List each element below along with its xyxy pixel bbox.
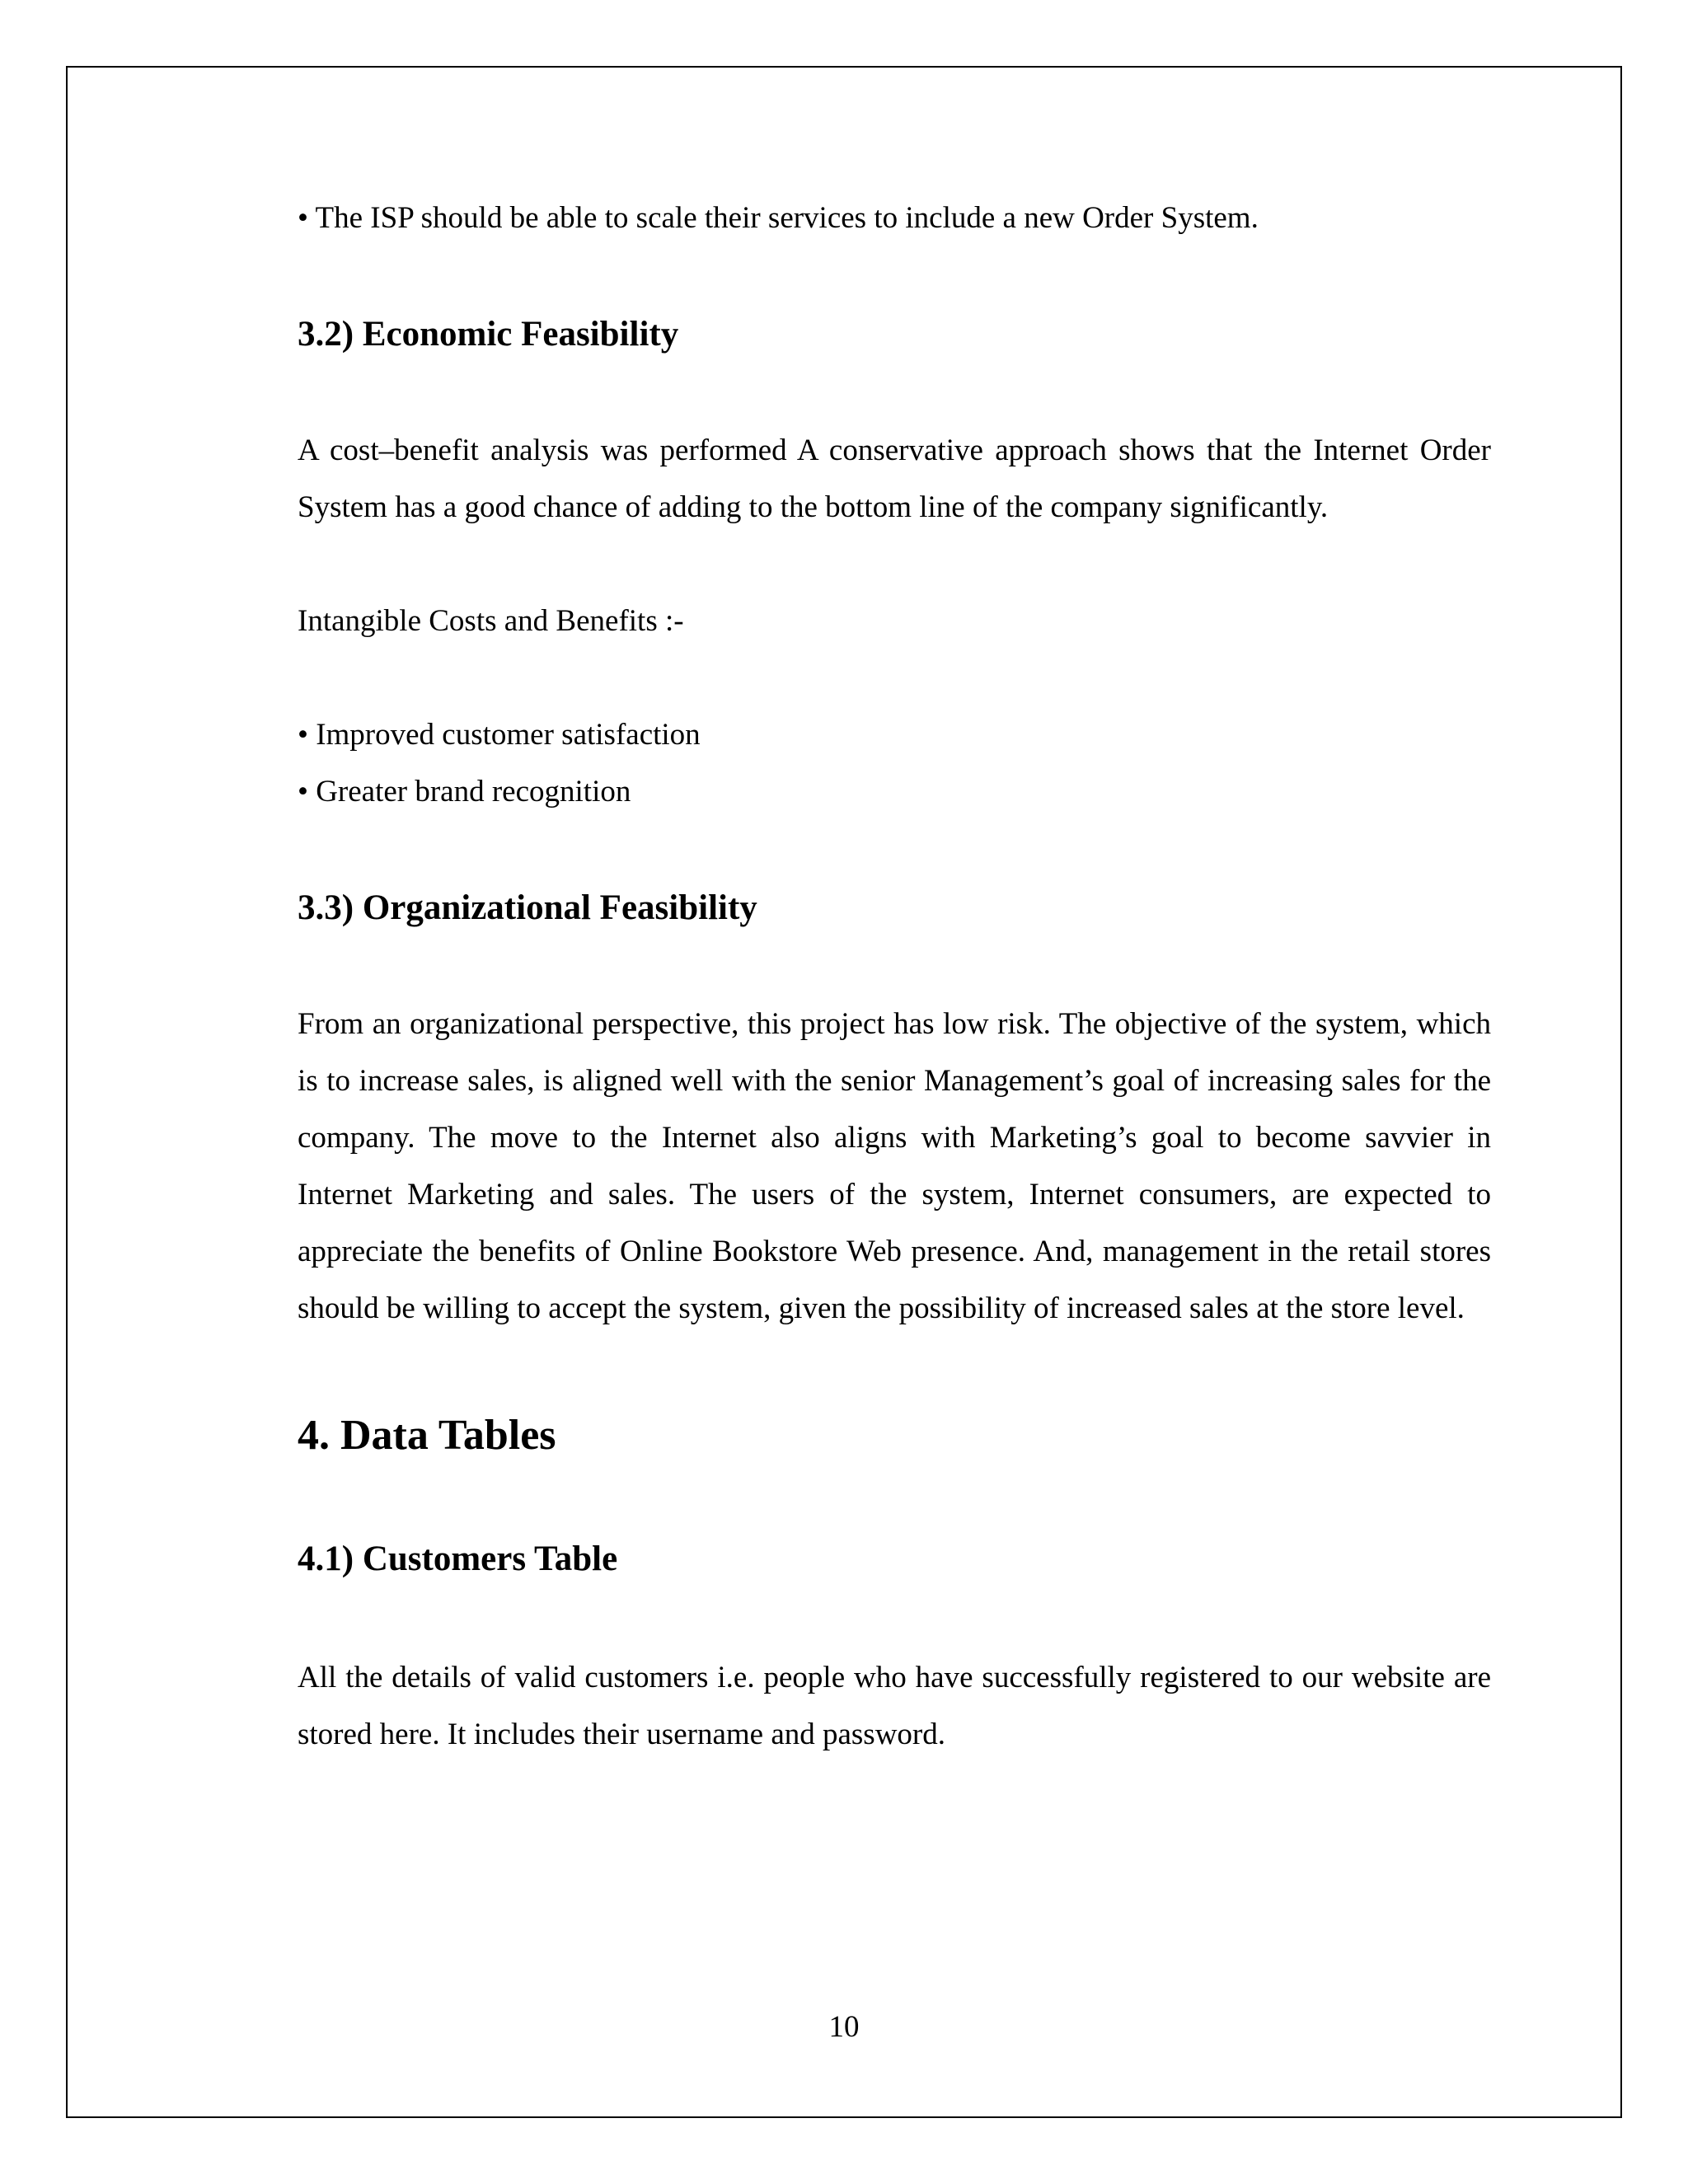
heading-organizational-feasibility: 3.3) Organizational Feasibility [298,888,757,927]
heading-economic-feasibility: 3.2) Economic Feasibility [298,315,679,354]
bullet-brand-recognition: • Greater brand recognition [298,775,631,808]
paragraph-customers-table: All the details of valid customers i.e. people who have successfully registered to our website are stored here. It includes their username and password. [298,1661,1491,1751]
bullet-isp-scale: • The ISP should be able to scale their services to include a new Order System. [298,201,1259,235]
heading-data-tables: 4. Data Tables [298,1412,556,1459]
heading-customers-table: 4.1) Customers Table [298,1540,618,1578]
intangible-costs-label: Intangible Costs and Benefits :- [298,604,684,638]
bullet-customer-satisfaction: • Improved customer satisfaction [298,718,701,752]
paragraph-organizational-feasibility: From an organizational perspective, this project has low risk. The objective of the system, which is to increase sales, is aligned well with the senior Management’s goal of increasing sales for the company. The move to the Internet also aligns with Marketing’s goal to become savvier in Internet Marketing and sales. The users of the system, Internet consumers, are expected to appreciate the benefits of Online Bookstore Web presence. And, management in the retail stores should be willing to accept the system, given the possibility of increased sales at the store level. [298,1007,1491,1325]
paragraph-economic-feasibility: A cost–benefit analysis was performed A conservative approach shows that the Internet Order System has a good chance of adding to the bottom line of the company significantly. [298,434,1491,524]
page-number: 10 [828,2010,860,2044]
page-content [298,190,1491,1763]
